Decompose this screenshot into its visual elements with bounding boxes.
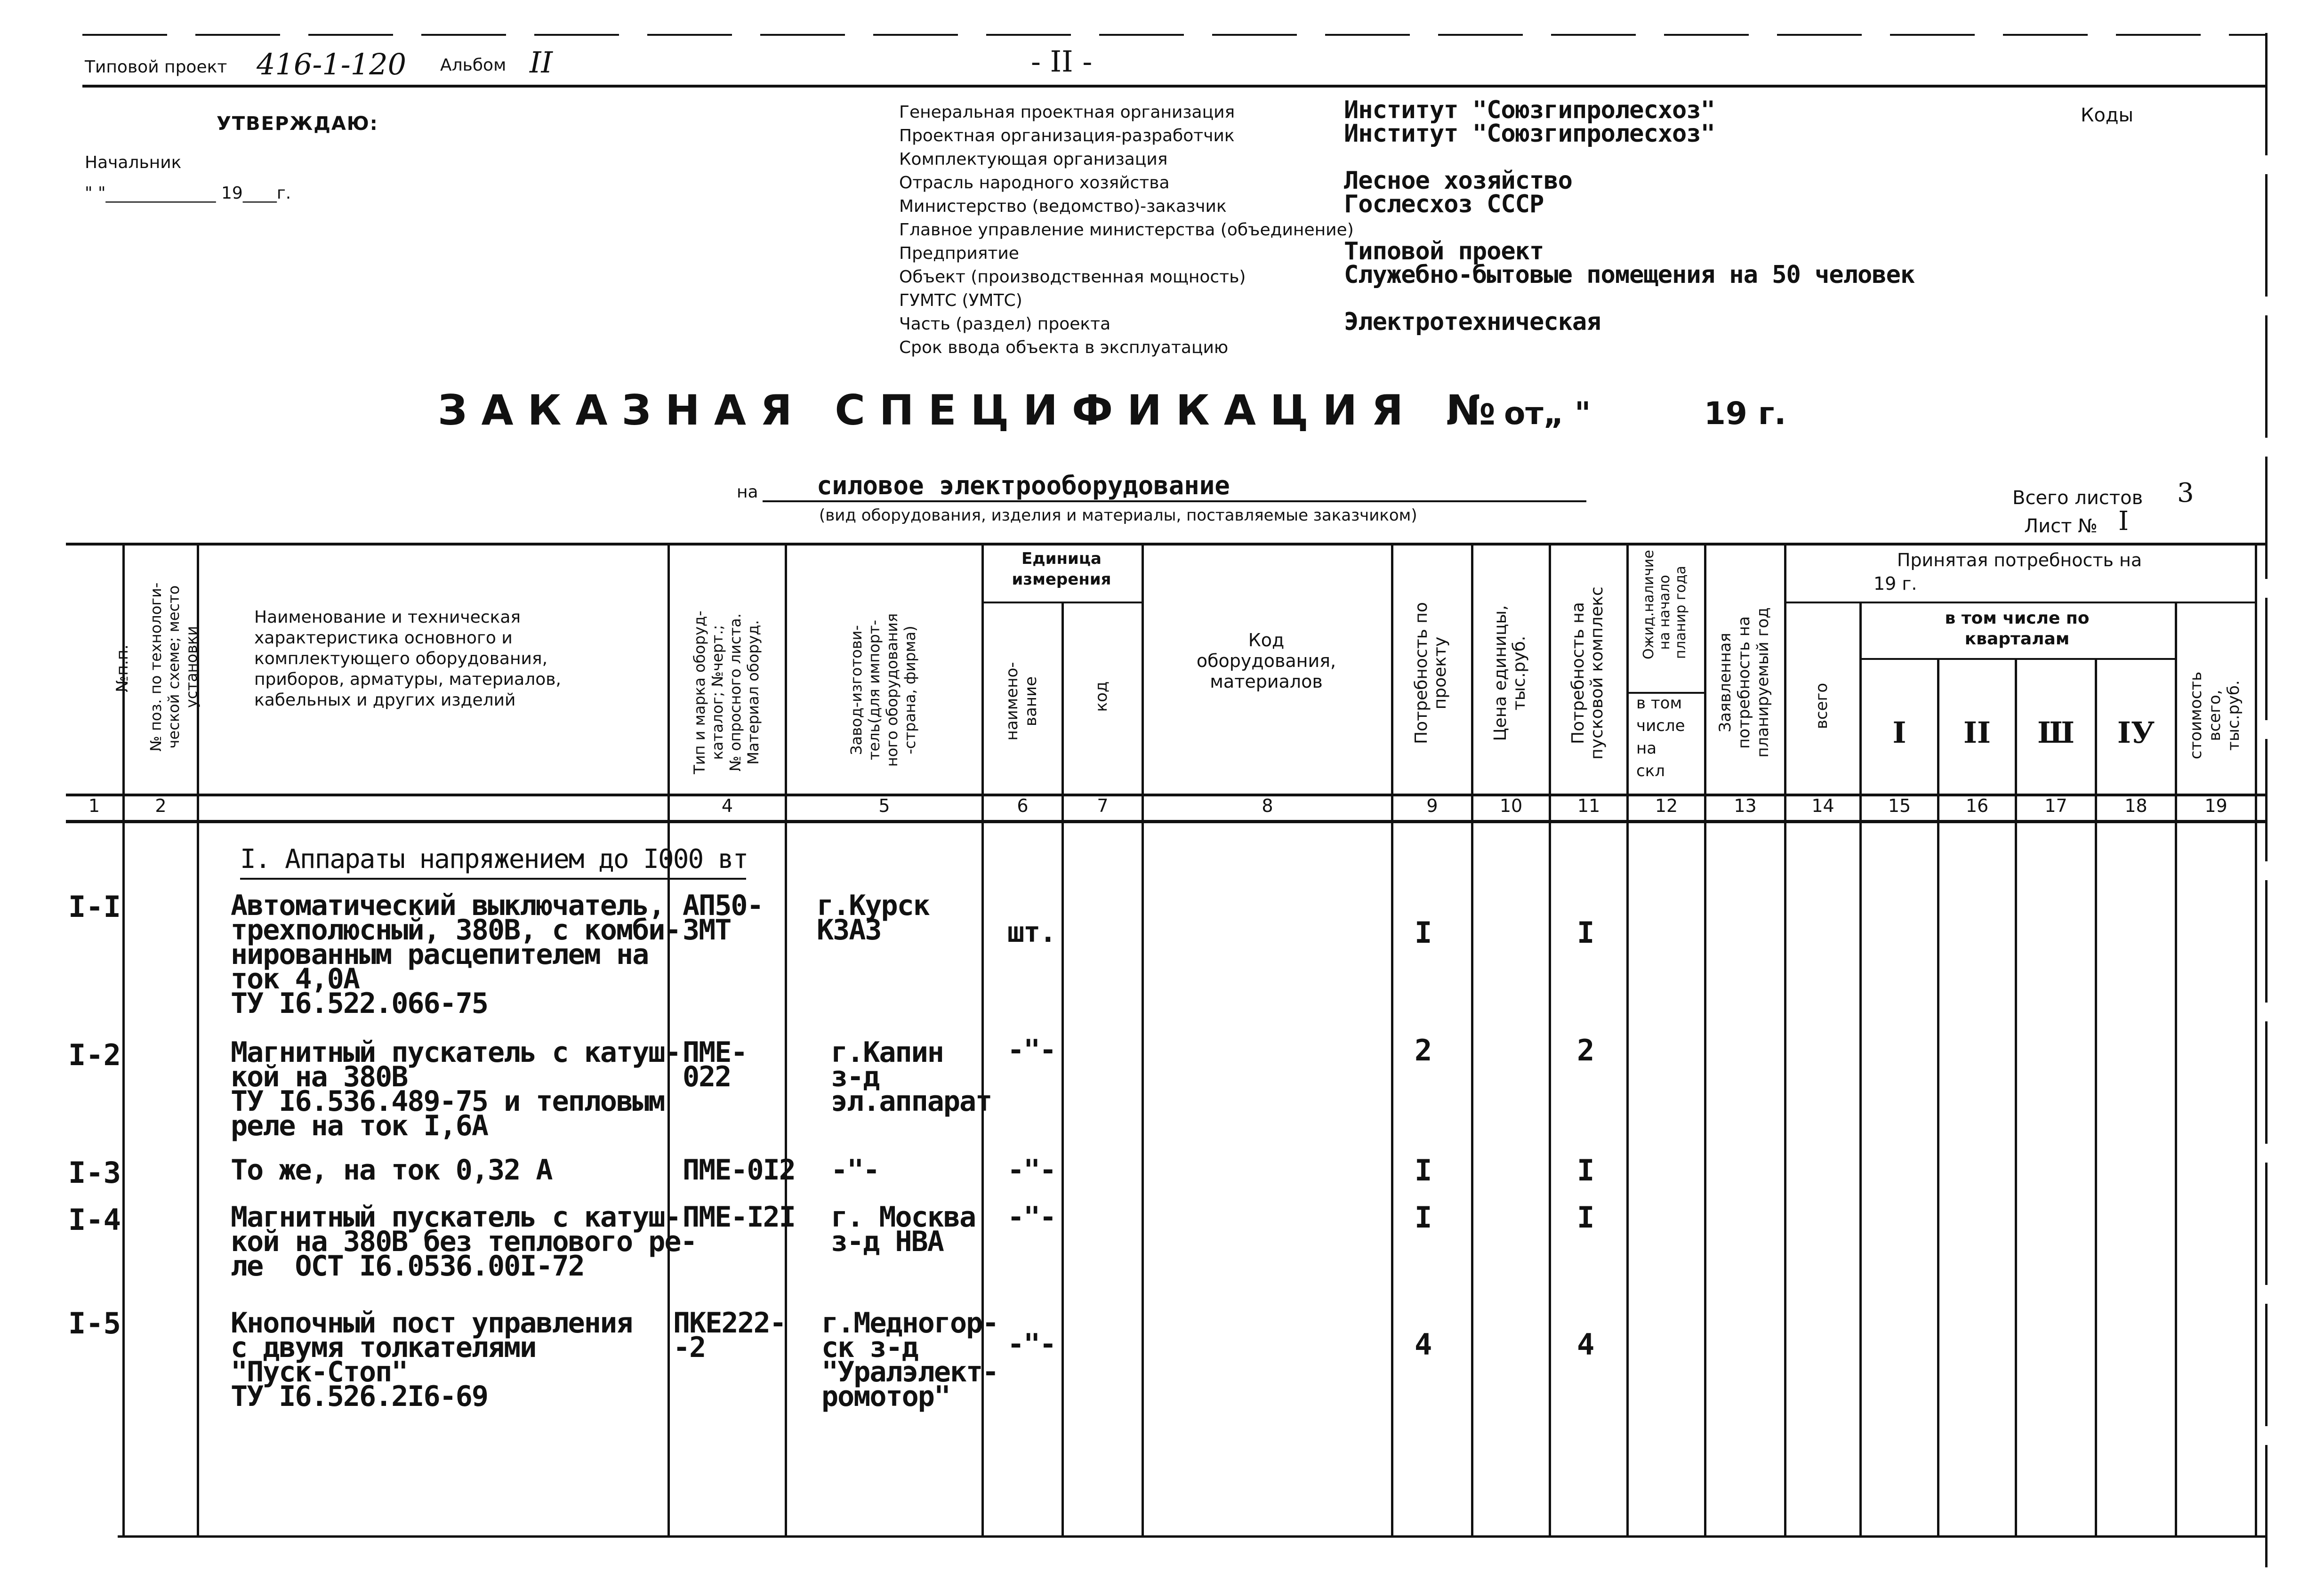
row-type: АП50- 3МТ (683, 889, 763, 947)
row-name: Магнитный пускатель с катуш- кой на 380В ТУ I6.536.489-75 и тепловым реле на ток I,6А (231, 1036, 681, 1142)
col-number: 7 (1097, 795, 1109, 816)
col-number: 2 (155, 795, 167, 816)
row-type: ПМЕ-I2I (683, 1201, 795, 1234)
subject-caption: (вид оборудования, изделия и материалы, поставляемые заказчиком) (819, 506, 1417, 525)
col-number: 4 (721, 795, 733, 816)
col-header-7: код (1092, 681, 1111, 712)
row-type: ПМЕ- 022 (683, 1036, 747, 1093)
title-year: 19 г. (1704, 395, 1786, 432)
unit-header: Единица измерения (1012, 549, 1111, 589)
org-label: Проектная организация-разработчик (899, 126, 1235, 145)
row-number: I-4 (68, 1203, 121, 1237)
row-need: I (1415, 915, 1432, 950)
col-number: 19 (2204, 795, 2228, 816)
col-number: 14 (1811, 795, 1834, 816)
org-label: Объект (производственная мощность) (899, 267, 1246, 287)
row-number: I-I (68, 890, 121, 924)
col-header-12b: в том числе на скл (1636, 694, 1685, 780)
org-value (1344, 216, 1914, 239)
row-number: I-3 (68, 1156, 121, 1190)
row-need: 2 (1415, 1033, 1432, 1067)
album-label: Альбом (440, 56, 507, 75)
row-startup: 2 (1577, 1033, 1595, 1067)
org-value (1344, 145, 1914, 169)
col-number: 9 (1426, 795, 1438, 816)
col-number: 5 (878, 795, 890, 816)
org-label: Срок ввода объекта в эксплуатацию (899, 338, 1229, 357)
row-name: То же, на ток 0,32 А (231, 1154, 552, 1187)
title-date: от„ " (1504, 395, 1591, 432)
row-plant: г.Курск КЗАЗ (817, 889, 929, 947)
row-name: Автоматический выключатель, трехполюсный, 380В, с комби- нированным расцепителем на ток 4,0А ТУ I6.522.066-75 (231, 889, 681, 1020)
table-top-line (66, 543, 2265, 546)
quarter-2: II (1963, 715, 1991, 750)
document-title: ЗАКАЗНАЯ СПЕЦИФИКАЦИЯ № (438, 386, 1510, 434)
row-plant: г.Капин з-д эл.аппарат (831, 1036, 992, 1118)
row-unit: шт. (1007, 916, 1056, 949)
row-type: ПМЕ-0I2 (683, 1154, 795, 1187)
project-number: 416-1-120 (257, 47, 407, 81)
col-header-4: Тип и марка оборуд- каталог; №черт.; № опросного листа. Материал оборуд. (691, 610, 762, 774)
col-header-2: № поз. по технологи- ческой схеме; место установки (147, 582, 201, 752)
col-line (1704, 543, 1706, 1537)
col-header-5: Завод-изготови- тель(для импорт- ного оборудования -страна, фирма) (847, 613, 919, 767)
col-number: 17 (2044, 795, 2067, 816)
org-label: Комплектующая организация (899, 150, 1168, 169)
sheet-number-value: I (2118, 506, 2129, 537)
accepted-header: Принятая потребность на (1897, 550, 2142, 570)
col-line (1391, 543, 1393, 1537)
col-header-9: Потребность по проекту (1412, 602, 1450, 744)
col-line (2175, 602, 2177, 1537)
col-header-10: Цена единицы, тыс.руб. (1491, 605, 1529, 741)
subject-value: силовое электрооборудование (817, 471, 1230, 500)
row-name: Кнопочный пост управления с двумя толкателями "Пуск-Стоп" ТУ I6.526.2I6-69 (231, 1307, 633, 1413)
row-startup: I (1577, 915, 1595, 950)
row-unit: -"- (1007, 1034, 1056, 1067)
col-line (1937, 659, 1939, 1537)
org-value: Типовой проект (1344, 237, 1544, 265)
section-heading: I. Аппараты напряжением до I000 вт (240, 844, 748, 875)
album-number: II (530, 45, 553, 80)
unit-sub-line (981, 602, 1142, 603)
col-number: 6 (1017, 795, 1029, 816)
col-number: 10 (1499, 795, 1523, 816)
org-value: Институт "Союзгипролесхоз" (1344, 120, 1715, 148)
col-number: 13 (1734, 795, 1757, 816)
org-value: Электротехническая (1344, 308, 1601, 336)
row-type: ПКЕ222- -2 (673, 1307, 786, 1364)
org-values (1344, 98, 1914, 357)
col-header-1: №п.п. (113, 644, 132, 692)
col-number: 15 (1888, 795, 1911, 816)
table-bottom-line (118, 1535, 2265, 1538)
quarters-header: в том числе по кварталам (1945, 609, 2090, 649)
org-label: Министерство (ведомство)-заказчик (899, 197, 1227, 216)
col-line (1061, 602, 1064, 1537)
col-header-6: наимено- вание (1003, 662, 1040, 741)
row-startup: 4 (1577, 1327, 1595, 1362)
sheet-number-label: Лист № (2024, 515, 2098, 537)
org-value: Гослесхоз СССР (1344, 190, 1544, 218)
subject-underline (763, 500, 1586, 502)
org-value: Институт "Союзгипролесхоз" (1344, 96, 1715, 124)
project-label: Типовой проект (85, 57, 227, 77)
org-label: Предприятие (899, 244, 1019, 263)
row-startup: I (1577, 1153, 1595, 1188)
row-need: 4 (1415, 1327, 1432, 1362)
col-line (1549, 543, 1551, 1537)
approval-date-line: " "_____________ 19____г. (85, 184, 291, 203)
row-number: I-2 (68, 1038, 121, 1072)
org-label: Отрасль народного хозяйства (899, 173, 1170, 193)
org-labels (899, 101, 1354, 360)
col-number: 8 (1262, 795, 1273, 816)
row-unit: -"- (1007, 1154, 1056, 1187)
accepted-sub-line (1784, 602, 2255, 603)
top-dashed-line (82, 34, 2267, 36)
right-border (2265, 33, 2268, 1567)
row-need: I (1415, 1153, 1432, 1188)
col-line (2095, 659, 2097, 1537)
row-unit: -"- (1007, 1328, 1056, 1361)
row-plant: г.Медногор- ск з-д "Уралэлект- ромотор" (821, 1307, 998, 1413)
col-number: 1 (88, 795, 100, 816)
row-unit: -"- (1007, 1201, 1056, 1234)
col-header-11: Потребность на пусковой комплекс (1568, 586, 1607, 760)
col-line (1784, 543, 1786, 1537)
col-number: 18 (2124, 795, 2147, 816)
quarter-3: Ш (2037, 715, 2075, 750)
row-need: I (1415, 1200, 1432, 1235)
org-value: Служебно-бытовые помещения на 50 человек (1344, 261, 1915, 289)
col-header-14: всего (1812, 682, 1831, 730)
col-header-8: Код оборудования, материалов (1196, 630, 1336, 692)
row-number: I-5 (68, 1306, 121, 1340)
sheets-total-value: 3 (2177, 478, 2194, 508)
quarter-4: IУ (2117, 715, 2155, 750)
header-bottom-line (82, 85, 2267, 88)
org-value (1344, 333, 1914, 357)
col-header-3: Наименование и техническая характеристика основного и комплектующего оборудования, приборов, арматуры, материалов, кабельных и других изделий (254, 608, 561, 710)
org-label: Часть (раздел) проекта (899, 314, 1111, 334)
approval-title: УТВЕРЖДАЮ: (217, 113, 378, 135)
col-header-12a: Ожид.наличие на начало планир года (1640, 550, 1689, 659)
col-number: 16 (1965, 795, 1989, 816)
row-startup: I (1577, 1200, 1595, 1235)
org-label: Главное управление министерства (объединение) (899, 220, 1354, 240)
accepted-year: 19 г. (1874, 573, 1917, 594)
table-numbers-bottom (66, 820, 2265, 823)
section-underline (240, 878, 746, 880)
org-value: Лесное хозяйство (1344, 167, 1572, 195)
row-name: Магнитный пускатель с катуш- кой на 380В без теплового ре- ле ОСТ I6.0536.00I-72 (231, 1201, 697, 1283)
col-number: 11 (1577, 795, 1600, 816)
col-line (785, 543, 787, 1537)
page-number: - II - (1031, 44, 1093, 79)
col-header-13: Заявленная потребность на планируемый год (1716, 607, 1772, 758)
subject-na: на (737, 482, 758, 502)
chief-label: Начальник (85, 153, 182, 172)
row-plant: г. Москва з-д НВА (831, 1201, 976, 1258)
codes-label: Коды (2081, 104, 2134, 126)
col-header-19: стоимость всего, тыс.руб. (2187, 671, 2243, 760)
col-line (2015, 659, 2017, 1537)
quarters-sub-line (1859, 658, 2175, 660)
org-label: ГУМТС (УМТС) (899, 291, 1022, 310)
sheets-total-label: Всего листов (2012, 487, 2143, 509)
org-label: Генеральная проектная организация (899, 103, 1235, 122)
row-plant: -"- (831, 1154, 879, 1187)
col-number: 12 (1655, 795, 1678, 816)
quarter-1: I (1892, 715, 1906, 750)
col-line (1471, 543, 1473, 1537)
col-line (2255, 543, 2257, 1537)
org-value (1344, 286, 1914, 310)
